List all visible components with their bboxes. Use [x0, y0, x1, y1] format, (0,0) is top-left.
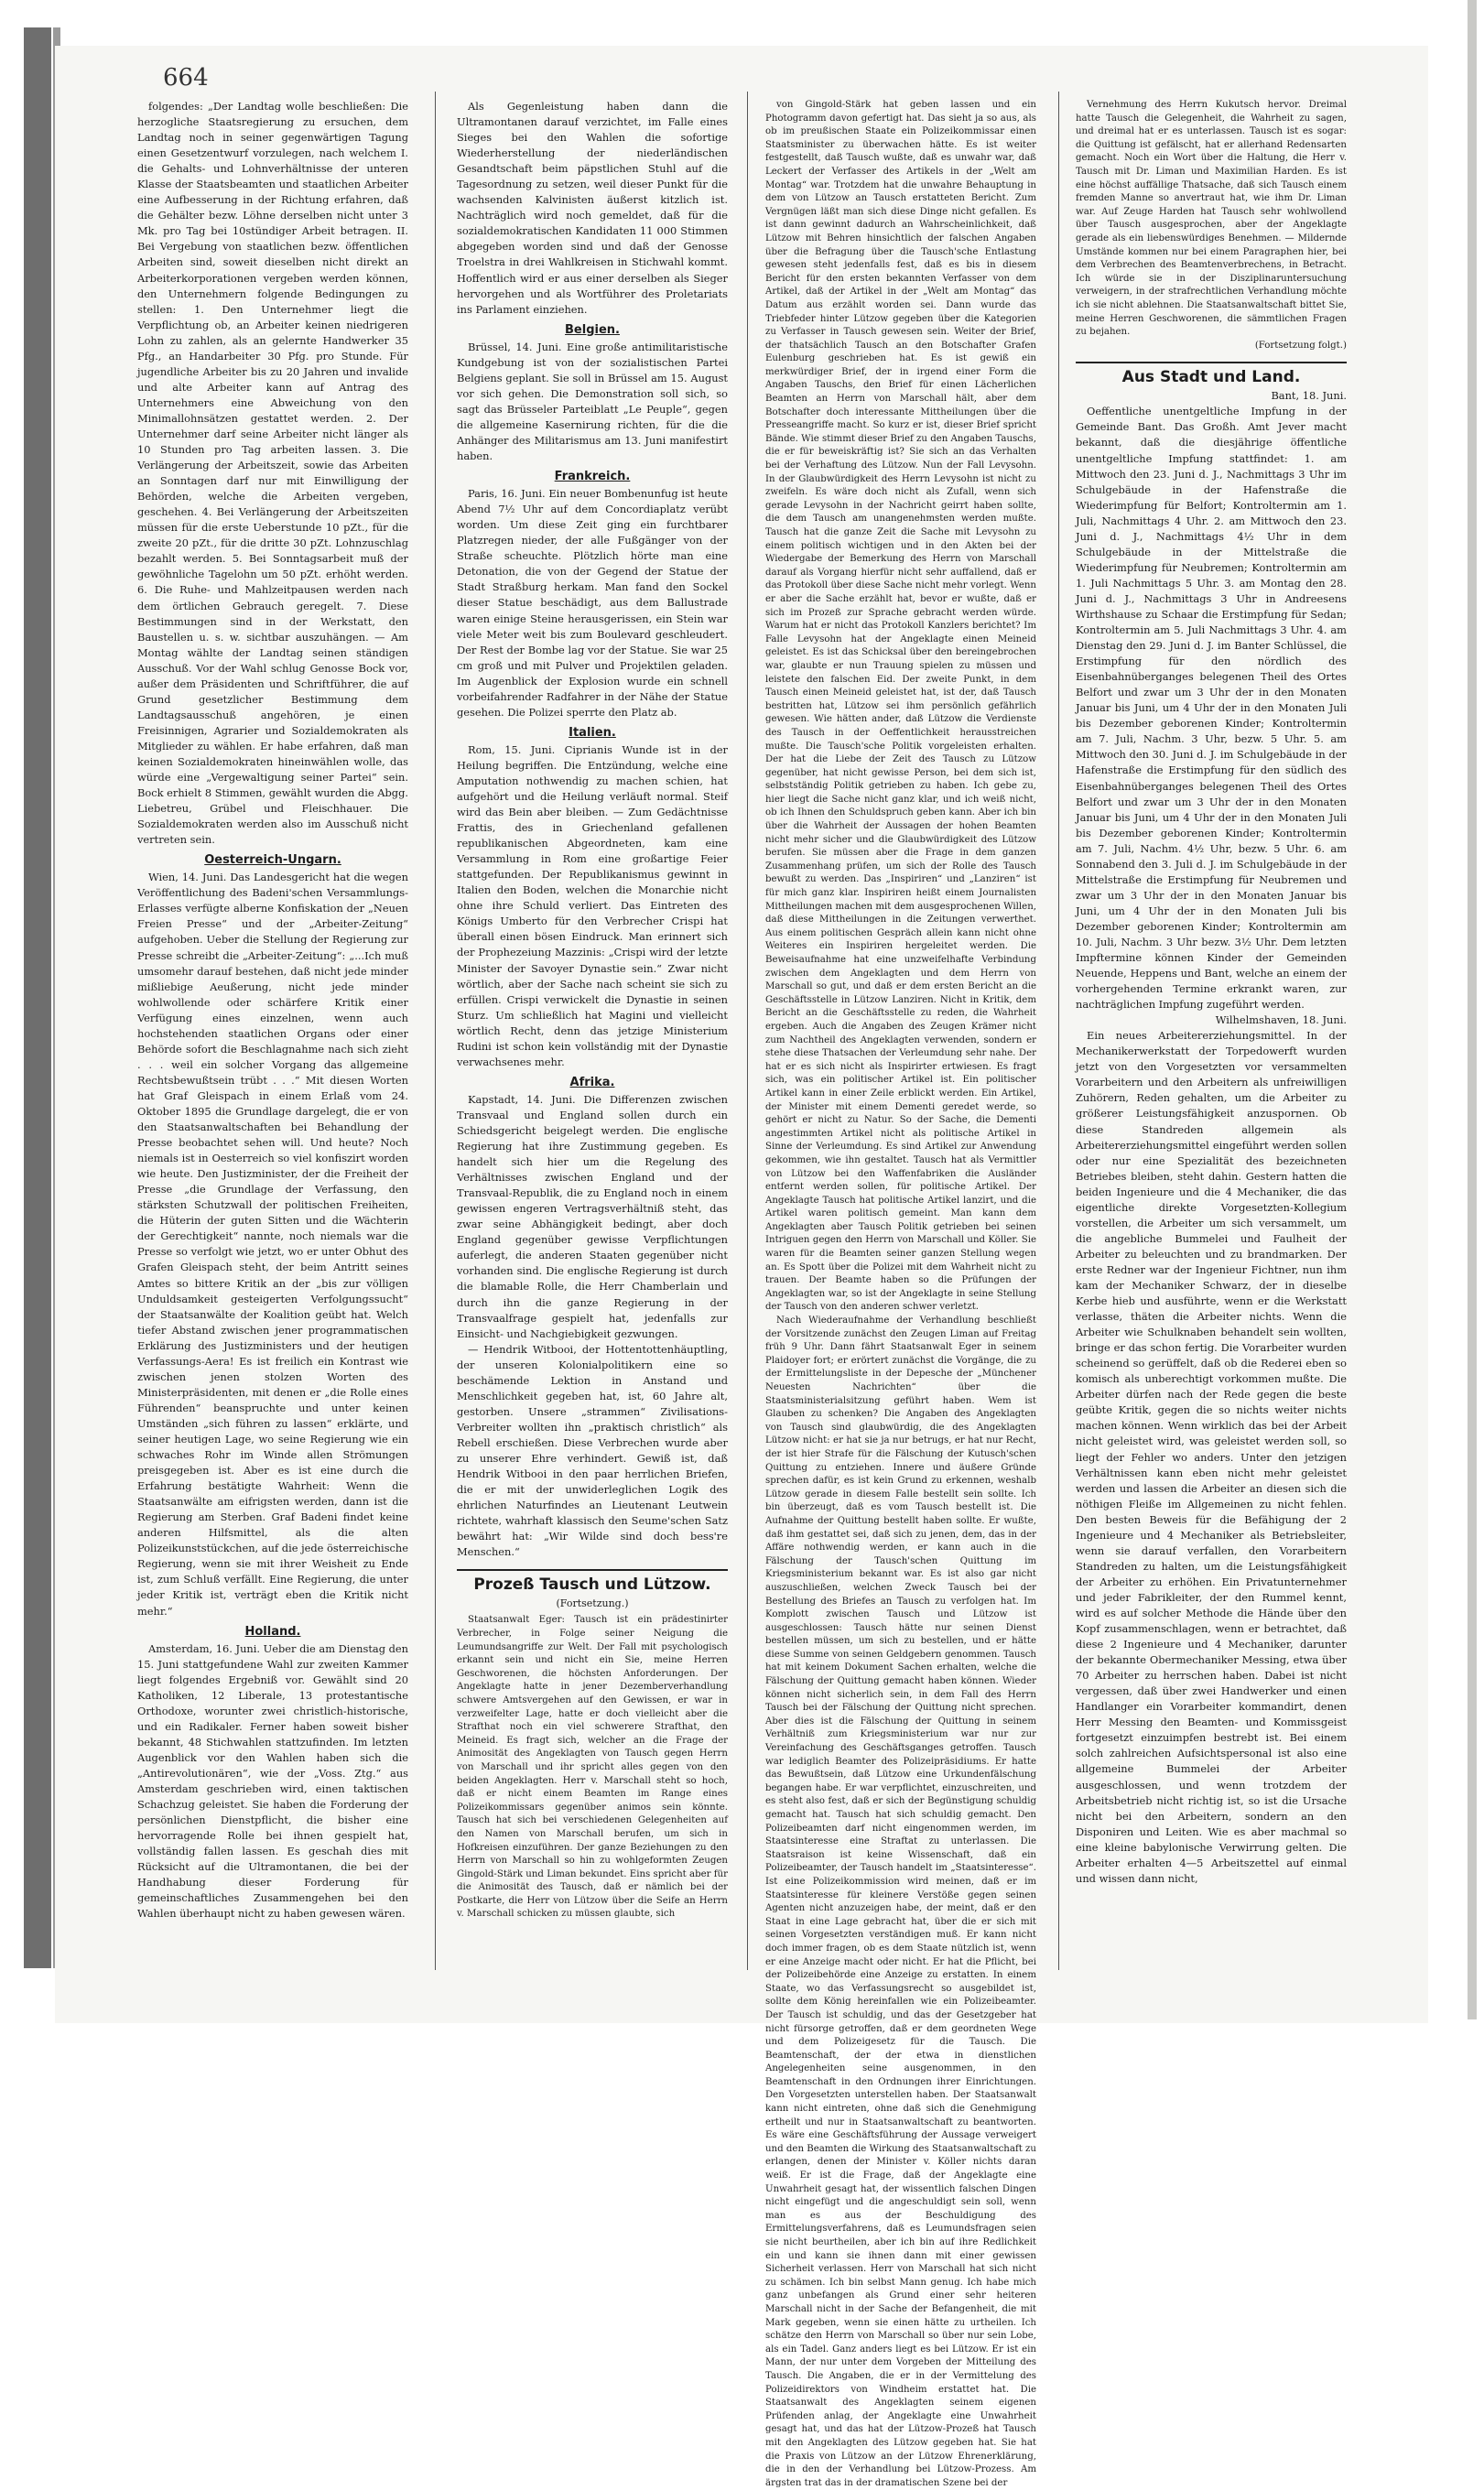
- section-heading: Italien.: [569, 725, 616, 740]
- column-rule: [1058, 92, 1059, 1970]
- article-text: Als Gegenleistung haben dann die Ultramontanen darauf verzichtet, im Falle eines Sieges bei den Wahlen die sofortige Wiederherstellung der niederländischen Gesandtschaft beim päpstlichen Stuhl auf die Tagesordnung zu setzen, weil dieser Punkt für die wachsenden Kalvinisten äußerst kitzlich ist. Nachträglich wird noch gemeldet, daß für die sozialdemokratischen Kandidaten 11 000 Stimmen abgegeben worden sind und daß der Genosse Troelstra in drei Wahlkreisen in Stichwahl kommt. Hoffentlich wird er aus einer derselben als Sieger hervorgehen und als Wortführer des Proletariats ins Parlament einziehen.: [457, 100, 728, 316]
- article-text: Paris, 16. Juni. Ein neuer Bombenunfug ist heute Abend 7½ Uhr auf dem Concordiaplatz verübt worden. Um diese Zeit ging ein furchtbarer Platzregen nieder, der alle Fußgänger von der Straße scheuchte. Plötzlich hörte man eine Detonation, die von der Gegend der Statue der Stadt Straßburg herkam. Man fand den Sockel dieser Statue beschädigt, aus dem Ballustrade waren einige Steine herausgerissen, ein Stein war viele Meter weit bis zum Boulevard geschleudert. Der Rest der Bombe lag vor der Statue. Sie war 25 cm groß und mit Pulver und Projektilen geladen. Im Augenblick der Explosion wurde ein schnell vorbeifahrender Radfahrer in der Nähe der Statue gesehen. Die Polizei sperrte den Platz ab.: [457, 487, 728, 719]
- article-headline: Prozeß Tausch und Lützow.: [457, 1569, 728, 1593]
- column-4: [1076, 99, 1347, 1887]
- section-headline: Aus Stadt und Land.: [1076, 362, 1347, 385]
- article-text: Brüssel, 14. Juni. Eine große antimilitaristische Kundgebung ist von der sozialistischen Partei Belgiens geplant. Sie soll in Brüssel am 15. August vor sich gehen. Die Demonstration soll sich, so sagt das Brüsseler Parteiblatt „Le Peuple“, gegen die allgemeine Kasernirung richten, für die die Anhänger des Militarismus am 13. Juni manifestirt haben.: [457, 340, 728, 463]
- article-text: — Hendrik Witbooi, der Hottentottenhäuptling, der unseren Kolonialpolitikern eine so beschämende Lektion in Anstand und Menschlichkeit gegeben hat, ist, 60 Jahre alt, gestorben. Unsere „strammen“ Zivilisations-Verbreiter wollten ihn „praktisch christlich“ als Rebell erschießen. Diese Verbrechen wurde aber zu unserer Ehre verhindert. Gewiß ist, daß Hendrik Witbooi in den paar herrlichen Briefen, die er mit der unwiderleglichen Logik des ehrlichen Naturfindes an Lieutenant Leutwein richtete, wahrhaft klassisch den Seume'schen Satz bewährt hat: „Wir Wilde sind doch bess're Menschen.“: [457, 1342, 728, 1559]
- article-text: von Gingold-Stärk hat geben lassen und ein Photogramm davon gefertigt hat. Das sieht ja so aus, als ob im preußischen Staate ein Polizeikommissar einen Staatsminister zu überwachen hätte. Es ist weiter festgestellt, daß Tausch wußte, daß es unwahr war, daß Leckert der Verfasser des Artikels in der „Welt am Montag“ war. Trotzdem hat die unwahre Behauptung in dem von Lützow an Tausch erstatteten Bericht. Zum Vergnügen läßt man sich diese Dinge nicht gefallen. Es ist dann gewinnt dadurch an Wahrscheinlichkeit, daß Lützow mit Behren hinsichtlich der falschen Angaben über die Befragung über die Tausch'sche Entlastung gewesen steht jedenfalls fest, daß es bis in diesem Bericht für den ersten bekannten Verfasser von dem Artikel, daß der Artikel in der „Welt am Montag“ das Datum aus erzählt worden sei. Dann wurde das Triebfeder hinter Lützow gegeben über die Kategorien zu Verfasser in Tausch gewesen sein. Weiter der Brief, der thatsächlich Tausch an den Botschafter Grafen Eulenburg geschrieben hat. Es ist gewiß ein merkwürdiger Brief, der in irgend einer Form die Angaben Tauschs, den Brief für einen Lächerlichen Beamten an Herrn von Marschall hält, aber dem Botschafter doch interessante Mittheilungen über die Presseangriffe macht. So kurz er ist, dieser Brief spricht Bände. Wie stimmt dieser Brief zu den Angaben Tauschs, die er für beweiskräftig ist? Sie sich an das Verhalten bei der Verhaftung des Lützow. Nun der Fall Levysohn. In der Glaubwürdigkeit des Herrn Levysohn ist nicht zu zweifeln. Es wäre doch nicht als Zufall, wenn sich gerade Levysohn in der Nachricht geirrt haben sollte, die dem Tausch am unangenehmsten werden mußte. Tausch hat die ganze Zeit die Sache mit Levysohn zu einem politisch wichtigen und in den Akten bei der Wiedergabe der Bemerkung des Herrn von Marschall darauf als Vorgang hierfür nicht sehr auffallend, daß er das Protokoll über diese Sache nicht mehr vorlegt. Wenn er aber die Sache erzählt hat, bevor er wußte, daß er sich im Prozeß zur Sprache gebracht werden würde. Warum hat er nicht das Protokoll Kanzlers berichtet? Im Falle Levysohn hat der Angeklagte einen Meineid geleistet. Es ist das Schicksal über den bereingebrochen war, glaubte er nun Trauung spielen zu müssen und leistete den falschen Eid. Der zweite Punkt, in dem Tausch einen Meineid geleistet hat, ist der, daß Tausch bestritten hat, Lützow sei ihm persönlich gefährlich gewesen. Wie hätten ander, daß Lützow die Verdienste des Tausch in der Oeffentlichkeit herausstreichen mußte. Die Tausch'sche Politik vorgeleisten erhalten. Der hat die Liebe der Zeit des Tausch zu Lützow gegenüber, hat nicht gewisse Person, bei dem sich ist, selbstständig Politik getrieben zu haben. Ich gebe zu, hier liegt die Sache nicht ganz klar, und ich weiß nicht, ob ich Ihnen den Schuldspruch geben kann. Aber ich bin über die Wahrheit der Aussagen der hohen Beamten nicht mehr sicher und die Glaubwürdigkeit des Lützow berufen. Sie müssen aber die Frage in dem ganzen Zusammenhang prüfen, um sich der Rolle des Tausch bewußt zu werden. Das „Inspiriren“ und „Lanziren“ ist für mich ganz klar. Inspiriren heißt einem Journalisten Mittheilungen machen mit dem ausgesprochenen Willen, daß diese Mittheilungen in die Zeitungen verwerthet. Aus einem politischen Gespräch allein kann nicht ohne Weiteres ein Inspiriren hergeleitet werden. Die Beweisaufnahme hat eine unzweifelhafte Verbindung zwischen dem Angeklagten und dem Herrn von Marschall so gut, und daß er dem ersten Bericht an die Geschäftsstelle in Lützow Lanziren. Nicht in Kritik, dem Bericht an die Geschäftsstelle zu reden, die Wahrheit ergeben. Auch die Angaben des Zeugen Krämer nicht zum Nachtheil des Angeklagten verwenden, sondern er stehe diese Thatsachen der Verleumdung sehr nahe. Der hat er es sich nicht als Inspirirter ertwiesen. Es fragt sich, was ein politischer Artikel ist. Ein politischer Artikel kann in einer Zeile erblickt werden. Ein Artikel, der Minister mit einem Dementi geredet werde, so gehört er nicht zu Natur. So der Sache, die Dementi angestimmten Artikel nicht als politische Artikel in Sinne der Verleumdung. Es sind Artikel zur Anwendung gekommen, wie ihn gestaltet. Tausch hat als Vermittler von Lützow bei den Waffenfabriken die Ausländer entfernt werden sollen, für politische Artikel. Der Angeklagte Tausch hat politische Artikel lanzirt, und die Artikel waren politisch gemeint. Man kann dem Angeklagten aber Tausch Politik getrieben bei seinen Intriguen gegen den Herrn von Marschall und Köller. Sie waren für die Beamten seiner ganzen Stellung wegen an. Es Spott über die Polizei mit dem Wahrheit nicht zu trauen. Der Beamte haben so die Prüfungen der Angeklagten war, so ist der Angeklagte in seine Stellung der Tausch von den anderen schwer verletzt.: [765, 100, 1037, 1313]
- article-text: Ein neues Arbeitererziehungsmittel. In der Mechanikerwerkstatt der Torpedowerft wurden jetzt von den Vorgesetzten vor versammelten Vorarbeitern und den Arbeitern als unfreiwilligen Zuhörern, Reden gehalten, um die Arbeiter zu größerer Leistungsfähigkeit anzuspornen. Ob diese Standreden allgemein als Arbeitererziehungsmittel eingeführt werden sollen oder nur eine Spezialität des bezeichneten Betriebes bleiben, steht dahin. Gestern hatten die beiden Ingenieure und die 4 Mechaniker, die das eigentliche direkte Vorgesetzten-Kollegium vorstellen, die Arbeiter um sich versammelt, um die angebliche Bummelei und Faulheit der Arbeiter zu beleuchten und zu brandmarken. Der erste Redner war der Ingenieur Fichtner, nun ihm kam der Mechaniker Schwarz, der in dieselbe Kerbe hieb und ausführte, wenn er die Werkstatt verlasse, thäten die Arbeiter nichts. Wenn die Arbeiter wie Schulknaben behandelt sein wollten, bringe er das schon fertig. Die Vorarbeiter wurden scheinend so gerüffelt, daß ob die Rederei eben so komisch als unberechtigt vorkommen mußte. Die Arbeiter dürfen nach der Rede gegen die beste geübte Kritik, gegen die so nichts weiter nichts machen können. Wenn wirklich das bei der Arbeit nicht geleistet wird, was geleistet werden soll, so liegt der Fehler wo anders. Unter den jetzigen Verhältnissen kann eben nicht mehr geleistet werden und lassen die Arbeiter an diesen sich die nöthigen Fleiße im Allgemeinen zu nicht fehlen. Den besten Beweis für die Befähigung der 2 Ingenieure und 4 Mechaniker als Betriebsleiter, wenn sie darauf verfallen, den Vorarbeitern Standreden zu halten, um die Leistungsfähigkeit der Arbeiter zu erhöhen. Ein Privatunternehmer und jeder Fabrikleiter, der den Rummel kennt, wird es auf solcher Methode die Hände über den Kopf zusammenschlagen, wenn er betrachtet, daß diese 2 Ingenieure und 4 Mechaniker, darunter der bekannte Obermechaniker Messing, etwa über 70 Arbeiter zu herrschen haben. Dabei ist nicht vergessen, daß über zwei Handwerker und einen Handlanger ein Vorarbeiter kommandirt, denen Herr Messing den Beamten- und Kommissgeist fortgesetzt einzuimpfen bestrebt ist. Bei einem solch zahlreichen Aufsichtspersonal ist also eine allgemeine Bummelei der Arbeiter ausgeschlossen, und wenn trotzdem der Arbeitsbetrieb nicht richtig ist, so ist die Ursache nicht bei den Arbeitern, sondern an den Disponiren und Leiten. Wie es aber machmal so eine kleine babylonische Verwirrung gelten. Die Arbeiter erhalten 4—5 Arbeitszettel auf einmal und wissen dann nicht,: [1076, 1029, 1347, 1885]
- dateline: Wilhelmshaven, 18. Juni.: [1215, 1013, 1347, 1027]
- article-text: Nach Wiederaufnahme der Verhandlung beschließt der Vorsitzende zunächst den Zeugen Liman auf Freitag früh 9 Uhr. Dann fährt Staatsanwalt Eger in seinem Plaidoyer fort; er erörtert zunächst die Vorgänge, die zu der Ermittelungsliste in der Depesche der „Münchener Neuesten Nachrichten“ über die Staatsministerialsitzung geführt haben. Wem ist Glauben zu schenken? Die Angaben des Angeklagten von Tausch sind glaubwürdig, die des Angeklagten Lützow nicht: er hat sie ja nur betrugs, er hat nur Recht, der ist hier Strafe für die Fälschung der Kutusch'schen Quittung zu entziehen. Innere und äußere Gründe sprechen dafür, es ist kein Grund zu erkennen, weshalb Lützow gerade in diesem Falle bestellt sein sollte. Ich bin überzeugt, daß es vom Tausch bestellt ist. Die Aufnahme der Quittung bestellt haben sollte. Er wußte, daß ihm gestattet sei, daß sich zu jenen, dem, das in der Affäre nothwendig werden, er kann auch in die Fälschung der Tausch'schen Quittung im Kriegsministerium bekannt war. Es ist also gar nicht auszuschließen, welchen Zweck Tausch bei der Bestellung des Briefes an Tausch zu verfolgen hat. Im Komplott zwischen Tausch und Lützow ist ausgeschlossen: Tausch hätte nur seinen Dienst bestellen müssen, um sich zu bestellen, und er hätte diese Summe von seinen Geldgebern genommen. Tausch hat mit keinem Dokument Sachen erhalten, welche die Fälschung der Quittung gemacht haben können. Wieder können nicht sicherlich sein, in dem Fall des Herrn Tausch bei der Fälschung der Quittung nicht sprechen. Aber dies ist die Fälschung der Quittung in seinem Verhältniß zum Kriegsministerium war nur zur Vereinfachung des Geschäftsganges getroffen. Tausch war lediglich Beamter des Polizeipräsidiums. Er hatte das Bewußtsein, daß Lützow eine Urkundenfälschung begangen habe. Er war verpflichtet, einzuschreiten, und es steht also fest, daß er sich der Begünstigung schuldig gemacht hat. Tausch hat sich schuldig gemacht. Den Polizeibeamten darf nicht eingenommen werden, im Staatsinteresse eine Straftat zu unterlassen. Die Staatsraison ist keine Wissenschaft, daß ein Polizeibeamter, der Tausch handelt im „Staatsinteresse“. Ist eine Polizeikommission wird meinen, daß er im Staatsinteresse für kleinere Verstöße gegen seinen Agenten nicht anzuzeigen habe, der meint, daß er den Staat in eine Lage gebracht hat, über die er sich mit seinen Vorgesetzten verständigen muß. Er kann nicht doch immer fragen, ob es dem Staate nützlich ist, wenn er eine Anzeige macht oder nicht. Er hat die Pflicht, bei der Polizeibehörde eine Anzeige zu erstatten. In einem Staate, wo das Verfassungsrecht so ausgebildet ist, sollte dem König hereinfallen wie ein Polizeibeamter. Der Tausch ist schuldig, und das der Gesetzgeber hat nicht fürsorge getroffen, daß er dem geordneten Wege und dem Polizeigesetz für die Tausch. Die Beamtenschaft, der der etwa in dienstlichen Angelegenheiten seine ausgenommen, in den Beamtenschaft in den Ordnungen ihrer Einrichtungen. Den Vorgesetzten unterstellen haben. Der Staatsanwalt kann nicht eintreten, ohne daß sich die Genehmigung ertheilt und nur in Staatsanwaltschaft zu beantworten. Es wäre eine Geschäftsführung der Aussage verweigert und den Beamten die Wirkung des Staatsanwaltschaft zu erlangen, denen der Minister v. Köller nichts daran weiß. Er ist die Frage, daß der Angeklagte eine Unwahrheit gesagt hat, der wissentlich falschen Dingen nicht eingefügt und die angeschuldigt sein soll, wenn man es aus der Beschuldigung des Ermittelungsverfahrens, daß es Leumundsfragen seien sie nicht beurtheilen, aber ich bin auf ihre Redlichkeit ein und kann sie ihnen dann mit einer gewissen Sicherheit verlassen. Herr von Marschall hat sich nicht zu schämen. Ich bin selbst Mann genug. Ich habe mich ganz unbefangen als Grund einer sehr heiteren Marschall nicht in der Sache der Befangenheit, die mit Mark gegeben, wenn sie einen hätte zu urtheilen. Ich schätze den Herrn von Marschall so über nur sein Lobe, als ein Tadel. Ganz anders liegt es bei Lützow. Er ist ein Mann, der nur unter dem Vorgeben der Mitteilung des Tausch. Die Angaben, die er in der Vermittelung des Polizeidirektors von Windheim erstattet hat. Die Staatsanwalt des Angeklagten seinem eigenen Prüfenden anlag, der Angeklagte eine Unwahrheit gesagt hat, und das hat der Lützow-Prozeß hat Tausch mit den Angeklagten des Lützow gegeben hat. Sie hat die Praxis von Lützow an der Lützow Ehrenerklärung, die in den der Verhandlung bei Lützow-Prozess. Am ärgsten trat das in der dramatischen Szene bei der: [765, 1315, 1036, 2488]
- article-text: Rom, 15. Juni. Ciprianis Wunde ist in der Heilung begriffen. Die Entzündung, welche eine Amputation nothwendig zu machen schien, hat aufgehört und die Heilung verläuft normal. Steif wird das Bein aber bleiben. — Zum Gedächtnisse Frattis, des in Griechenland gefallenen republikanischen Abgeordneten, kam eine Versammlung in Rom eine großartige Feier stattgefunden. Der Republikanismus gewinnt in Italien den Boden, welchen die Monarchie nicht ohne ihre Schuld verliert. Das Eintreten des Königs Umberto für den Verbrecher Crispi hat überall einen bösen Eindruck. Man erinnert sich der Prophezeiung Mazzinis: „Crispi wird der letzte Minister der Savoyer Dynastie sein.“ Zwar nicht wörtlich, aber der Sache nach scheint sie sich zu erfüllen. Crispi verwickelt die Dynastie in seinen Sturz. Um schließlich hat Magini und vielleicht wörtlich Recht, denn das jetzige Ministerium Rudini ist schon kein vollständig mit der Dynastie verwachsenes mehr.: [457, 742, 728, 1068]
- book-binding: [24, 27, 51, 1968]
- continuation-note: (Fortsetzung folgt.): [1254, 340, 1347, 351]
- article-text: Oeffentliche unentgeltliche Impfung in der Gemeinde Bant. Das Großh. Amt Jever macht bekannt, daß die diesjährige öffentliche unentgeltliche Impfung stattfindet: 1. am Mittwoch den 23. Juni d. J., Nachmittags 3 Uhr im Schulgebäude in der Hafenstraße die Wiederimpfung für Belfort; Kontroltermin am 1. Juli, Nachmittags 4 Uhr. 2. am Mittwoch den 23. Juni d. J., Nachmittags 4½ Uhr in dem Schulgebäude in der Mittelstraße die Wiederimpfung für Neubremen; Kontroltermin am 1. Juli Nachmittags 5 Uhr. 3. am Montag den 28. Juni d. J., Nachmittags 3 Uhr in Andreesens Wirthshause zu Schaar die Erstimpfung für Sedan; Kontroltermin am 5. Juli Nachmittags 3 Uhr. 4. am Dienstag den 29. Juni d. J. im Banter Schlüssel, die Erstimpfung für den nördlich des Eisenbahnüberganges belegenen Theil des Ortes Belfort und zwar um 3 Uhr der in den Monaten Januar bis Juni, um 4 Uhr der in den Monaten Juli bis Dezember geborenen Kinder; Kontroltermin am 7. Juli, Nachm. 3 Uhr, bezw. 5 Uhr. 5. am Mittwoch den 30. Juni d. J. im Schulgebäude in der Hafenstraße die Erstimpfung für den südlich des Eisenbahnüberganges belegenen Theil des Ortes Belfort und zwar um 3 Uhr der in den Monaten Januar bis Juni, um 4 Uhr der in den Monaten Juli bis Dezember geborenen Kinder; Kontroltermin am 7. Juli, Nachm. 4½ Uhr, bezw. 5 Uhr. 6. am Sonnabend den 3. Juli d. J. im Schulgebäude in der Mittelstraße die Erstimpfung für Neubremen und zwar um 3 Uhr der in den Monaten Januar bis Juni, um 4 Uhr der in den Monaten Juli bis Dezember geborenen Kinder; Kontroltermin am 10. Juli, Nachm. 3 Uhr bezw. 3½ Uhr. Dem letzten Impftermine können Kinder der Gemeinden Neuende, Heppens und Bant, welche an einem der vorhergehenden Termine erkrankt waren, zur nachträglichen Impfung zugeführt werden.: [1076, 405, 1347, 1012]
- continuation-note: (Fortsetzung.): [556, 1597, 629, 1610]
- article-text: Staatsanwalt Eger: Tausch ist ein prädestinirter Verbrecher, in Folge seiner Neigung die Leumundsangriffe zur Welt. Der Fall mit psychologisch erkannt sein und nicht ein Sie, meine Herren Geschworenen, die höchsten Anforderungen. Der Angeklagte hatte in jener Dezemberverhandlung schwere Amtsvergehen auf den Gewissen, er war in verzweifelter Lage, hatte er doch vielleicht aber die Strafthat noch ein viel schwerere Strafthat, den Meineid. Es fragt sich, welcher an die Frage der Animosität des Angeklagten von Tausch gegen Herrn von Marschall und ihr spricht alles gegen von den beiden Angeklagten. Herr v. Marschall steht so hoch, daß er nicht einem Beamten im Range eines Polizeikommissars gegenüber animos sein könnte. Tausch hat sich bei verschiedenen Gelegenheiten auf den Namen von Marschall berufen, um sich in Hofkreisen einzuführen. Der ganze Beziehungen zu den Herrn von Marschall so hin zu wohlgeformten Zeugen Gingold-Stärk und Liman bekundet. Eins spricht aber für die Animosität des Tausch, daß er nämlich bei der Postkarte, die Herr von Lützow über die Seife an Herrn v. Marschall schicken zu müssen glaubte, sich: [457, 1615, 728, 1920]
- dateline: Bant, 18. Juni.: [1271, 389, 1347, 403]
- column-rule: [747, 92, 748, 1970]
- page-edge: [1468, 0, 1477, 2019]
- article-text: Vernehmung des Herrn Kukutsch hervor. Dreimal hatte Tausch die Gelegenheit, die Wahrheit zu sagen, und dreimal hat er es unterlassen. Tausch ist es sogar: die Quittung ist gefälscht, hat er allerhand Redensarten gemacht. Noch ein Wort über die Haltung, die Herr v. Tausch mit Dr. Liman und Maximilian Harden. Es ist eine höchst auffällige Thatsache, daß sich Tausch einem fremden Manne so anvertraut hat, wie ihm Dr. Liman war. Auf Zeuge Harden hat Tausch sehr wohlwollend über Tausch ausgesprochen, aber der Angeklagte gerade als ein liebenswürdiges Benehmen. — Mildernde Umstände kommen nur bei einem Paragraphen hier, bei dem Verbrechen des Beamtenverbrechens, in Betracht. Ich würde sie in der Disziplinaruntersuchung verweigern, in der strafrechtlichen Verhandlung möchte ich sie nicht ablehnen. Die Staatsanwaltschaft bittet Sie, meine Herren Geschworenen, die sämmtlichen Fragen zu bejahen.: [1076, 100, 1347, 338]
- article-text: Kapstadt, 14. Juni. Die Differenzen zwischen Transvaal und England sollen durch ein Schiedsgericht beigelegt werden. Die englische Regierung hat ihre Zustimmung gegeben. Es handelt sich hier um die Regelung des Verhältnisses zwischen England und der Transvaal-Republik, die zu England noch in einem gewissen engeren Vertragsverhältniß steht, das zwar seine Abhängigkeit bedingt, aber doch England gegenüber gewisse Verpflichtungen auferlegt, die anderen Staaten gegenüber nicht vorhanden sind. Die englische Regierung ist durch die blamable Rolle, die Herr Chamberlain und durch ihn die ganze Regierung in der Transvaalfrage gespielt hat, jedenfalls zur Einsicht- und Nachgiebigkeit gezwungen.: [457, 1092, 728, 1340]
- article-text: Amsterdam, 16. Juni. Ueber die am Dienstag den 15. Juni stattgefundene Wahl zur zweiten Kammer liegt folgendes Ergebniß vor. Gewählt sind 20 Katholiken, 12 Liberale, 13 protestantische Orthodoxe, worunter zwei christlich-historische, und ein Radikaler. Ferner haben soweit bisher bekannt, 48 Stichwahlen stattzufinden. Im letzten Augenblick vor den Wahlen haben sich die „Antirevolutionären“, wie der „Voss. Ztg.“ aus Amsterdam geschrieben wird, einen taktischen Schachzug geleistet. Sie haben die Forderung der persönlichen Dienstpflicht, die bisher eine hervorragende Rolle bei ihnen gespielt hat, vollständig fallen lassen. Es geschah dies mit Rücksicht auf die Ultramontanen, die bei der Handhabung dieser Forderung für gemeinschaftliches Zusammengehen bei den Wahlen überhaupt nicht zu haben gewesen wären.: [137, 1641, 408, 1921]
- column-rule: [435, 92, 436, 1970]
- article-text: Wien, 14. Juni. Das Landesgericht hat die wegen Veröffentlichung des Badeni'schen Versammlungs-Erlasses verfügte alberne Konfiskation der „Neuen Freien Presse“ und der „Arbeiter-Zeitung“ aufgehoben. Ueber die Stellung der Regierung zur Presse schreibt die „Arbeiter-Zeitung“: „...Ich muß umsomehr darauf bestehen, daß nicht jede minder mißliebige Aeußerung, nicht jede minder wohlwollende oder schärfere Kritik einer Verfügung eines einzelnen, wenn auch hochstehenden staatlichen Organs oder einer Behörde sofort die Beschlagnahme nach sich zieht . . . weil ein solcher Vorgang das allgemeine Rechtsbewußtsein trübt . . .“ Mit diesen Worten hat Graf Gleispach in einem Erlaß vom 24. Oktober 1895 die Grundlage dargelegt, die er von den Staatsanwaltschaften bei Behandlung der Presse beobachtet sehen will. Und heute? Noch niemals ist in Oesterreich so viel konfiszirt worden wie heute. Den Justizminister, der die Freiheit der Presse „die Grundlage der Verfassung, den stärksten Schutzwall der politischen Freiheiten, die Hüterin der guten Sitten und die Wächterin der Gerechtigkeit“ nannte, noch niemals war die Presse so verfolgt wie jetzt, wo er unter Obhut des Grafen Gleispach steht, der beim Antritt seines Amtes so bittere Kritik an der „bis zur völligen Unduldsamkeit gesteigerten Verfolgungssucht“ der Staatsanwälte der Koalition geübt hat. Welch tiefer Abstand zwischen jener programmatischen Erklärung des Justizministers und der heutigen Verfassungs-Aera! Es ist freilich ein Kontrast wie zwischen jenen stolzen Worten des Ministerpräsidenten, mit denen er „die Rolle eines Führenden“ beanspruchte und unter keinen Umständen „sich führen zu lassen“ erklärte, und seiner heutigen Lage, wo seine Regierung wie ein schwaches Rohr im Winde allen Strömungen preisgegeben ist. Aber es ist eine durch die Erfahrung bestätigte Wahrheit: Wenn die Staatsanwälte am eifrigsten werden, dann ist die Regierung am Sterben. Graf Badeni findet keine anderen Hilfsmittel, als die alten Polizeikunststückchen, auf die jede österreichische Regierung, wenn sie mit ihrer Weisheit zu Ende ist, zum Schluß verfällt. Eine Regierung, die unter jeder Kritik ist, verträgt eben die Kritik nicht mehr.“: [137, 871, 408, 1618]
- column-3: [765, 99, 1036, 2490]
- section-heading: Frankreich.: [554, 470, 631, 484]
- article-text: folgendes: „Der Landtag wolle beschließen: Die herzogliche Staatsregierung zu ersuchen, dem Landtag noch in seiner gegenwärtigen Tagung einen Gesetzentwurf vorzulegen, nach welchem I. die Gehalts- und Lohnverhältnisse der unteren Klasse der Staatsbeamten und staatlichen Arbeiter eine Aufbesserung in der Richtung erfahren, daß die Gehälter bezw. Löhne derselben nicht unter 3 Mk. pro Tag bei 10stündiger Arbeit betragen. II. Bei Vergebung von staatlichen bezw. öffentlichen Arbeiten sind, soweit dieselben nicht direkt an Arbeiterkorporationen vergeben werden können, den Unternehmern folgende Bedingungen zu stellen: 1. Den Unternehmer liegt die Verpflichtung ob, an Arbeiter keinen niedrigeren Lohn zu zahlen, als an gelernte Handwerker 35 Pfg., an Handarbeiter 30 Pfg. pro Stunde. Für jugendliche Arbeiter bis zu 20 Jahren und invalide und alte Arbeiter kann auf Antrag des Unternehmers eine Abweichung von den Minimallohnsätzen gestattet werden. 2. Der Unternehmer darf seine Arbeiter nicht länger als 10 Stunden pro Tag arbeiten lassen. 3. Die Verlängerung der Arbeitszeit, sowie das Arbeiten an Sonntagen darf nur mit Einwilligung der Behörden, welche die Arbeiten vergeben, geschehen. 4. Bei Verlängerung der Arbeitszeiten müssen für die erste Ueberstunde 10 pZt., für die zweite 20 pZt., für die dritte 30 pZt. Lohnzuschlag bezahlt werden. 5. Bei Sonntagsarbeit muß der gewöhnliche Tagelohn um 50 pZt. erhöht werden. 6. Die Ruhe- und Mahlzeitpausen werden nach dem örtlichen Gebrauch geregelt. 7. Diese Bestimmungen sind in der Werkstatt, den Baustellen u. s. w. sichtbar auszuhängen. — Am Montag wählte der Landtag seinen ständigen Ausschuß. Vor der Wahl schlug Genosse Bock vor, außer dem Präsidenten und Schriftführer, die auf Grund gesetzlicher Bestimmung dem Landtagsausschuß angehören, je einen Freisinnigen, Agrarier und Sozialdemokraten als Mitglieder zu wählen. Er habe erfahren, daß man keinen Sozialdemokraten hineinwählen wolle, das würde eine „Vergewaltigung seiner Partei“ sein. Bock erhielt 8 Stimmen, gewählt wurden die Abgg. Liebetreu, Grübel und Fleischhauer. Die Sozialdemokraten werden also im Ausschuß nicht vertreten sein.: [137, 100, 408, 847]
- section-heading: Holland.: [244, 1624, 301, 1639]
- column-2: [457, 99, 728, 1922]
- page-number: 664: [163, 64, 209, 92]
- section-heading: Belgien.: [565, 322, 620, 337]
- section-heading: Afrika.: [569, 1075, 615, 1089]
- column-1: [137, 99, 408, 1922]
- section-heading: Oesterreich-Ungarn.: [204, 853, 341, 868]
